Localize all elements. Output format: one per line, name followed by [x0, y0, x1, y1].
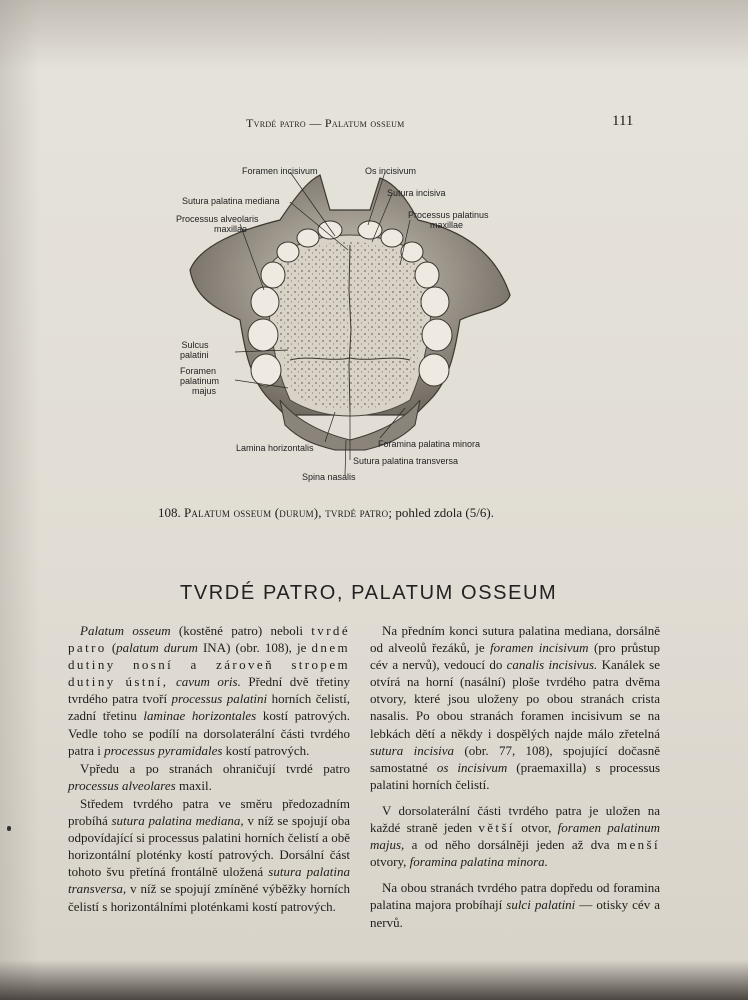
paragraph: Palatum osseum (kostěné patro) neboli tvrdé patro (palatum durum INA) (obr. 108), je dnem dutiny nosní a zároveň stropem dutiny ústní, cavum oris. Přední dvě třetiny tvrdého patra tvoří processus palatini horních čelistí, zadní třetinu laminae horizontales kostí patrových. Vedle toho se podílí na dorsolaterální části tvrdého patra i processus pyramidales kostí patrových.: [68, 623, 350, 758]
running-head: Tvrdé patro — Palatum osseum: [246, 116, 405, 130]
paragraph: Na obou stranách tvrdého patra dopředu od foramina palatina majora probíhají sulci palatini — otisky cév a nervů.: [370, 880, 660, 930]
right-column: [370, 622, 660, 931]
label-sutura-incisiva: Sutura incisiva: [387, 188, 446, 198]
label-foramen-incisivum: Foramen incisivum: [242, 166, 318, 176]
label-lamina-horizontalis: Lamina horizontalis: [236, 443, 314, 453]
paragraph: Středem tvrdého patra ve směru předozadním probíhá sutura palatina mediana, v níž se spojují oba odpovídající si processus palatini horních čelistí a obě horizontální ploténky kostí patrových. Dorsální část tohoto švu přetíná frontálně uložená sutura palatina transversa, v níž se spojují zmíněné výběžky horních čelistí s horizontálními ploténkami kostí patrových.: [68, 795, 350, 914]
paragraph: V dorsolaterální části tvrdého patra je uložen na každé straně jeden větší otvor, foramen palatinum majus, a od něho dorsálněji jeden až dva menší otvory, foramina palatina minora.: [370, 802, 660, 870]
paragraph: Na předním konci sutura palatina mediana, dorsálně od alveolů řezáků, je foramen incisivum (pro průstup cév a nervů), vedoucí do canalis incisivus. Kanálek se otvírá na horní (nasální) ploše tvrdého patra dvěma otvory, které jsou uloženy po obou stranách crista nasalis. Po obou stranách foramen incisivum se na lebkách dětí a někdy i dospělých najde málo zřetelná sutura incisiva (obr. 77, 108), spojující dočasně samostatné os incisivum (praemaxilla) s processus palatini horních čelistí.: [370, 623, 661, 792]
label-sutura-palatina-mediana: Sutura palatina mediana: [182, 196, 280, 206]
label-foramen-palatinum-majus: Foramen palatinum majus: [180, 366, 220, 396]
left-column: [68, 622, 350, 915]
label-foramina-palatina-minora: Foramina palatina minora: [378, 439, 481, 449]
paragraph: Vpředu a po stranách ohraničují tvrdé patro processus alveolares maxil.: [68, 760, 350, 793]
label-processus-palatinus: Processus palatinus maxillae: [408, 210, 489, 230]
label-spina-nasalis: Spina nasalis: [302, 472, 356, 482]
page-number: 111: [612, 113, 634, 129]
section-title: TVRDÉ PATRO, PALATUM OSSEUM: [180, 582, 558, 604]
label-sulcus-palatini: Sulcus palatini: [180, 340, 209, 360]
margin-mark: [7, 826, 11, 831]
palate-figure: [160, 150, 540, 495]
label-os-incisivum: Os incisivum: [365, 166, 417, 176]
label-processus-alveolaris: Processus alveolaris maxillae: [176, 214, 259, 234]
label-sutura-palatina-transversa: Sutura palatina transversa: [353, 456, 459, 466]
figure-caption: 108. Palatum osseum (durum), tvrdé patro; pohled zdola (5/6).: [158, 505, 494, 520]
